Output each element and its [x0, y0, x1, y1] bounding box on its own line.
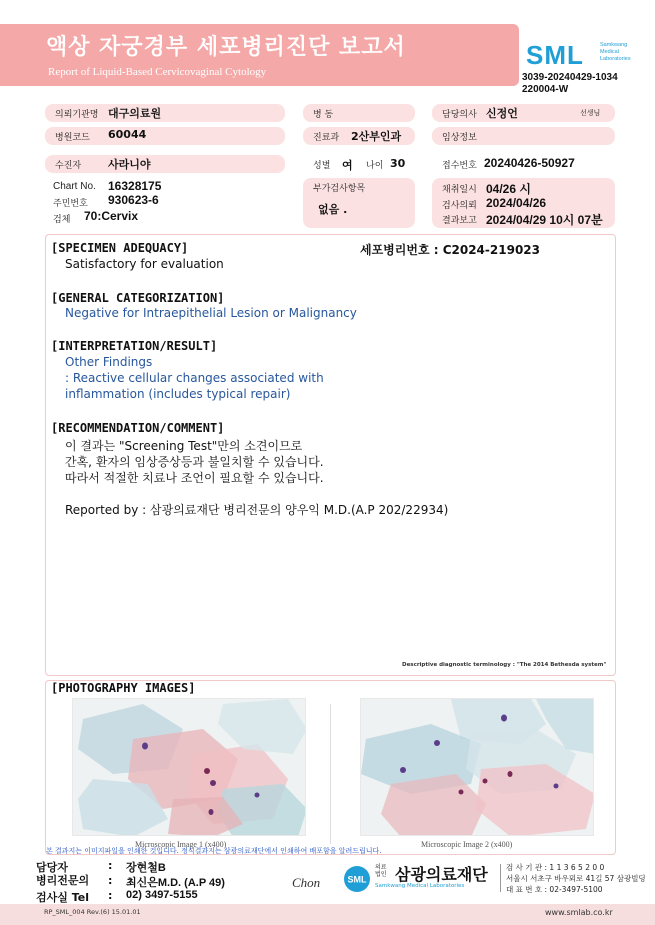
photo-divider [330, 704, 331, 844]
receipt-label: 접수번호 [442, 161, 477, 171]
hospital-code-value: 60044 [108, 128, 147, 141]
tel-colon: : [108, 889, 113, 902]
dept-value: 2산부인과 [351, 130, 402, 143]
doctor-value: 신정언 [486, 107, 518, 120]
print-notice: 본 결과지는 이미지파일을 인쇄한 것입니다. 정식결과지는 삼광의료재단에서 인쇄하여 배포함을 알려드립니다. [46, 847, 382, 855]
form-code: RP_SML_004 Rev.(6) 15.01.01 [44, 908, 141, 916]
foundation-emblem-text: SML [347, 874, 367, 885]
footer-separator [500, 864, 501, 892]
age-label: 나이 [366, 161, 384, 171]
microscopic-image-1-graphic [73, 699, 306, 836]
tel-value: 02) 3497-5155 [126, 889, 198, 901]
clinical-label: 임상정보 [442, 133, 477, 143]
foundation-emblem-icon [343, 865, 371, 893]
sex-label: 성별 [313, 161, 331, 171]
image-1-caption: Microscopic Image 1 (x400) [135, 840, 227, 849]
doctor-suffix: 선생님 [580, 109, 601, 117]
website-link[interactable]: www.smlab.co.kr [545, 908, 613, 917]
microscopic-image-2 [360, 698, 594, 836]
extra-tests-value: 없음 . [318, 203, 348, 216]
interpretation-heading: [INTERPRETATION/RESULT] [51, 339, 218, 353]
patient-label: 수진자 [55, 161, 82, 171]
specimen-value: 70:Cervix [84, 209, 139, 223]
recommendation-line-1: 이 결과는 "Screening Test"만의 소견이므로 [65, 439, 303, 453]
pathologist-value: 최신은M.D. (A.P 49) [126, 877, 225, 889]
interpretation-line-1: Other Findings [65, 355, 153, 369]
request-value: 2024/04/26 [486, 196, 547, 210]
sml-logo-subtitle: Samkwang Medical Laboratories [600, 42, 631, 62]
recommendation-line-2: 간혹, 환자의 임상증상등과 불일치할 수 있습니다. [65, 455, 324, 469]
report-subtitle: Report of Liquid-Based Cervicovaginal Cytology [48, 66, 267, 78]
foundation-name-en: Samkwang Medical Laboratories [375, 883, 465, 889]
report-title: 액상 자궁경부 세포병리진단 보고서 [46, 35, 406, 60]
manager-colon: : [108, 859, 113, 872]
manager-label: 담당자 [36, 861, 68, 874]
specimen-heading: [SPECIMEN ADEQUACY] [51, 241, 189, 255]
contact-info: 검 사 기 관 : 1 1 3 6 5 2 0 0 서울시 서초구 바우뫼로 41길 57 삼광빌딩 대 표 번 호 : 02-3497-5100 [506, 863, 646, 894]
signature-graphic [290, 872, 330, 892]
ward-label: 병 동 [313, 110, 334, 120]
sex-value: 여 [342, 159, 353, 172]
interpretation-line-2: : Reactive cellular changes associated with [65, 371, 324, 385]
extra-tests-label: 부가검사항목 [313, 184, 366, 194]
hospital-code-label: 병원코드 [55, 133, 90, 143]
report-id: 3039-20240429-1034 220004-W [522, 72, 618, 95]
manager-value: 장현철B [126, 862, 166, 874]
institution-value: 대구의료원 [108, 107, 162, 120]
general-heading: [GENERAL CATEGORIZATION] [51, 291, 225, 305]
foundation-name: 삼광의료재단 [395, 865, 488, 884]
microscopic-image-2-graphic [361, 699, 594, 836]
pathologist-label: 병리전문의 [36, 874, 90, 887]
image-2-caption: Microscopic Image 2 (x400) [421, 840, 513, 849]
microscopic-image-1 [72, 698, 306, 836]
receipt-value: 20240426-50927 [484, 156, 575, 170]
sml-logo [526, 40, 636, 72]
doctor-label: 담당의사 [442, 110, 477, 120]
interpretation-line-3: inflammation (includes typical repair) [65, 387, 291, 401]
result-value: 2024/04/29 10시 07분 [486, 213, 603, 227]
specimen-label: 검체 [53, 215, 71, 225]
foundation-logo [343, 862, 498, 896]
collect-value: 04/26 시 [486, 182, 531, 196]
id-value: 930623-6 [108, 193, 159, 207]
signature-text: Chon [292, 875, 321, 890]
request-label: 검사의뢰 [442, 201, 477, 211]
chart-label: Chart No. [53, 181, 96, 192]
result-label: 결과보고 [442, 216, 477, 226]
photo-heading: [PHOTOGRAPHY IMAGES] [51, 681, 196, 695]
institution-label: 의뢰기관명 [55, 110, 99, 120]
terminology-note: Descriptive diagnostic terminology : "The 2014 Bethesda system" [402, 662, 607, 668]
pathology-number: 세포병리번호 : C2024-219023 [360, 243, 540, 257]
patient-value: 사라니야 [108, 158, 151, 171]
id-label: 주민번호 [53, 199, 88, 209]
pathologist-colon: : [108, 874, 113, 887]
recommendation-line-3: 따라서 적절한 치료나 조언이 필요할 수 있습니다. [65, 471, 324, 485]
dept-label: 진료과 [313, 133, 340, 143]
specimen-text: Satisfactory for evaluation [65, 257, 224, 271]
reported-by: Reported by : 삼광의료재단 병리전문의 양우익 M.D.(A.P 202/22934) [65, 503, 449, 517]
age-value: 30 [390, 157, 406, 170]
tel-label: 검사실 Tel [36, 891, 89, 904]
foundation-type: 의료 법인 [375, 864, 387, 878]
collect-label: 채취일시 [442, 185, 477, 195]
chart-value: 16328175 [108, 179, 162, 193]
pathologist-signature [290, 872, 330, 892]
recommendation-heading: [RECOMMENDATION/COMMENT] [51, 421, 225, 435]
sml-logo-text: SML [526, 40, 584, 70]
general-text: Negative for Intraepithelial Lesion or Malignancy [65, 306, 357, 320]
